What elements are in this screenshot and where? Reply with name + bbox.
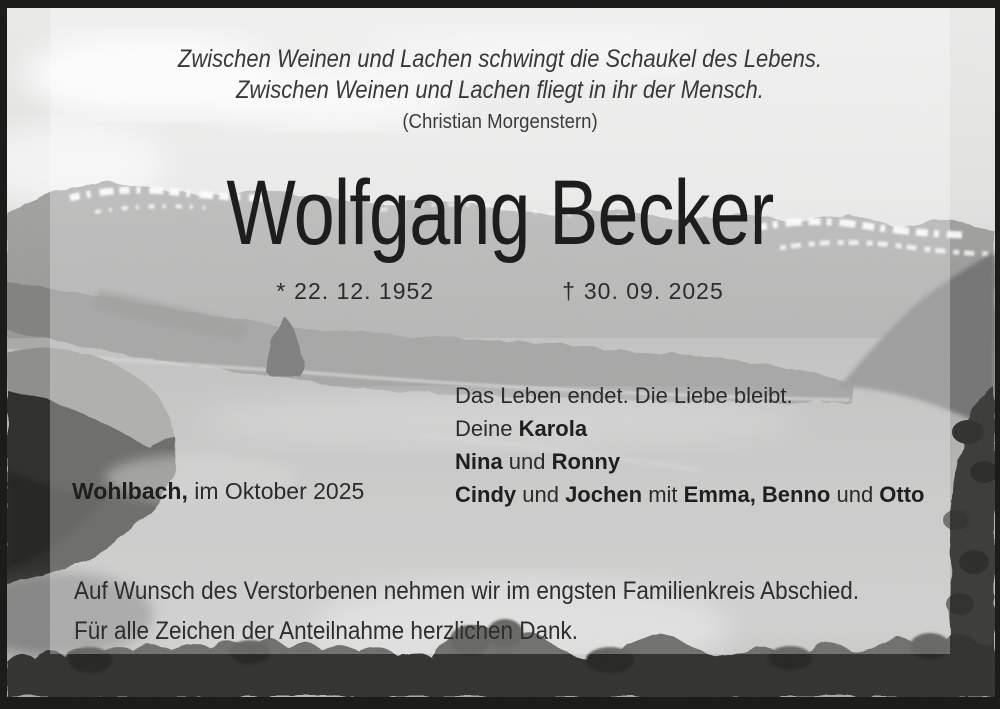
memorial-quote [0,44,1000,106]
mourners-list [455,379,925,511]
text-segment: Wohlbach, [72,478,188,504]
text-segment: Nina [455,449,503,474]
died-symbol: † [562,278,576,304]
text-segment: Emma, Benno [683,482,831,507]
text-segment: mit [642,482,684,507]
closing-line-1: Auf Wunsch des Verstorbenen nehmen wir im engsten Familienkreis Abschied. [74,577,859,605]
text-segment: und [516,482,566,507]
text-segment: Ronny [551,449,621,474]
mourner-line [455,478,925,511]
text-segment: Deine [455,416,519,441]
quote-line-1: Zwischen Weinen und Lachen schwingt die Schaukel des Lebens. [177,45,823,73]
life-dates [0,278,1000,305]
death-date: † 30. 09. 2025 [562,278,724,304]
mourner-line [455,412,925,445]
mourner-line [455,445,925,478]
quote-attribution: (Christian Morgenstern) [402,111,598,133]
place-date-line [72,478,364,505]
text-segment: und [830,482,880,507]
farewell-message: Das Leben endet. Die Liebe bleibt. [455,383,793,408]
text-segment: Jochen [565,482,643,507]
born-symbol: * [276,278,287,304]
deceased-name: Wolfgang Becker [226,162,774,264]
text-segment: Cindy [455,482,517,507]
text-segment: und [502,449,552,474]
closing-line-2: Für alle Zeichen der Anteilnahme herzlichen Dank. [74,617,579,645]
birth-date: * 22. 12. 1952 [276,278,435,304]
text-segment: im Oktober 2025 [187,478,365,504]
text-segment: Karola [518,416,588,441]
text-segment: Otto [879,482,925,507]
quote-line-2: Zwischen Weinen und Lachen fliegt in ihr der Mensch. [236,76,764,104]
